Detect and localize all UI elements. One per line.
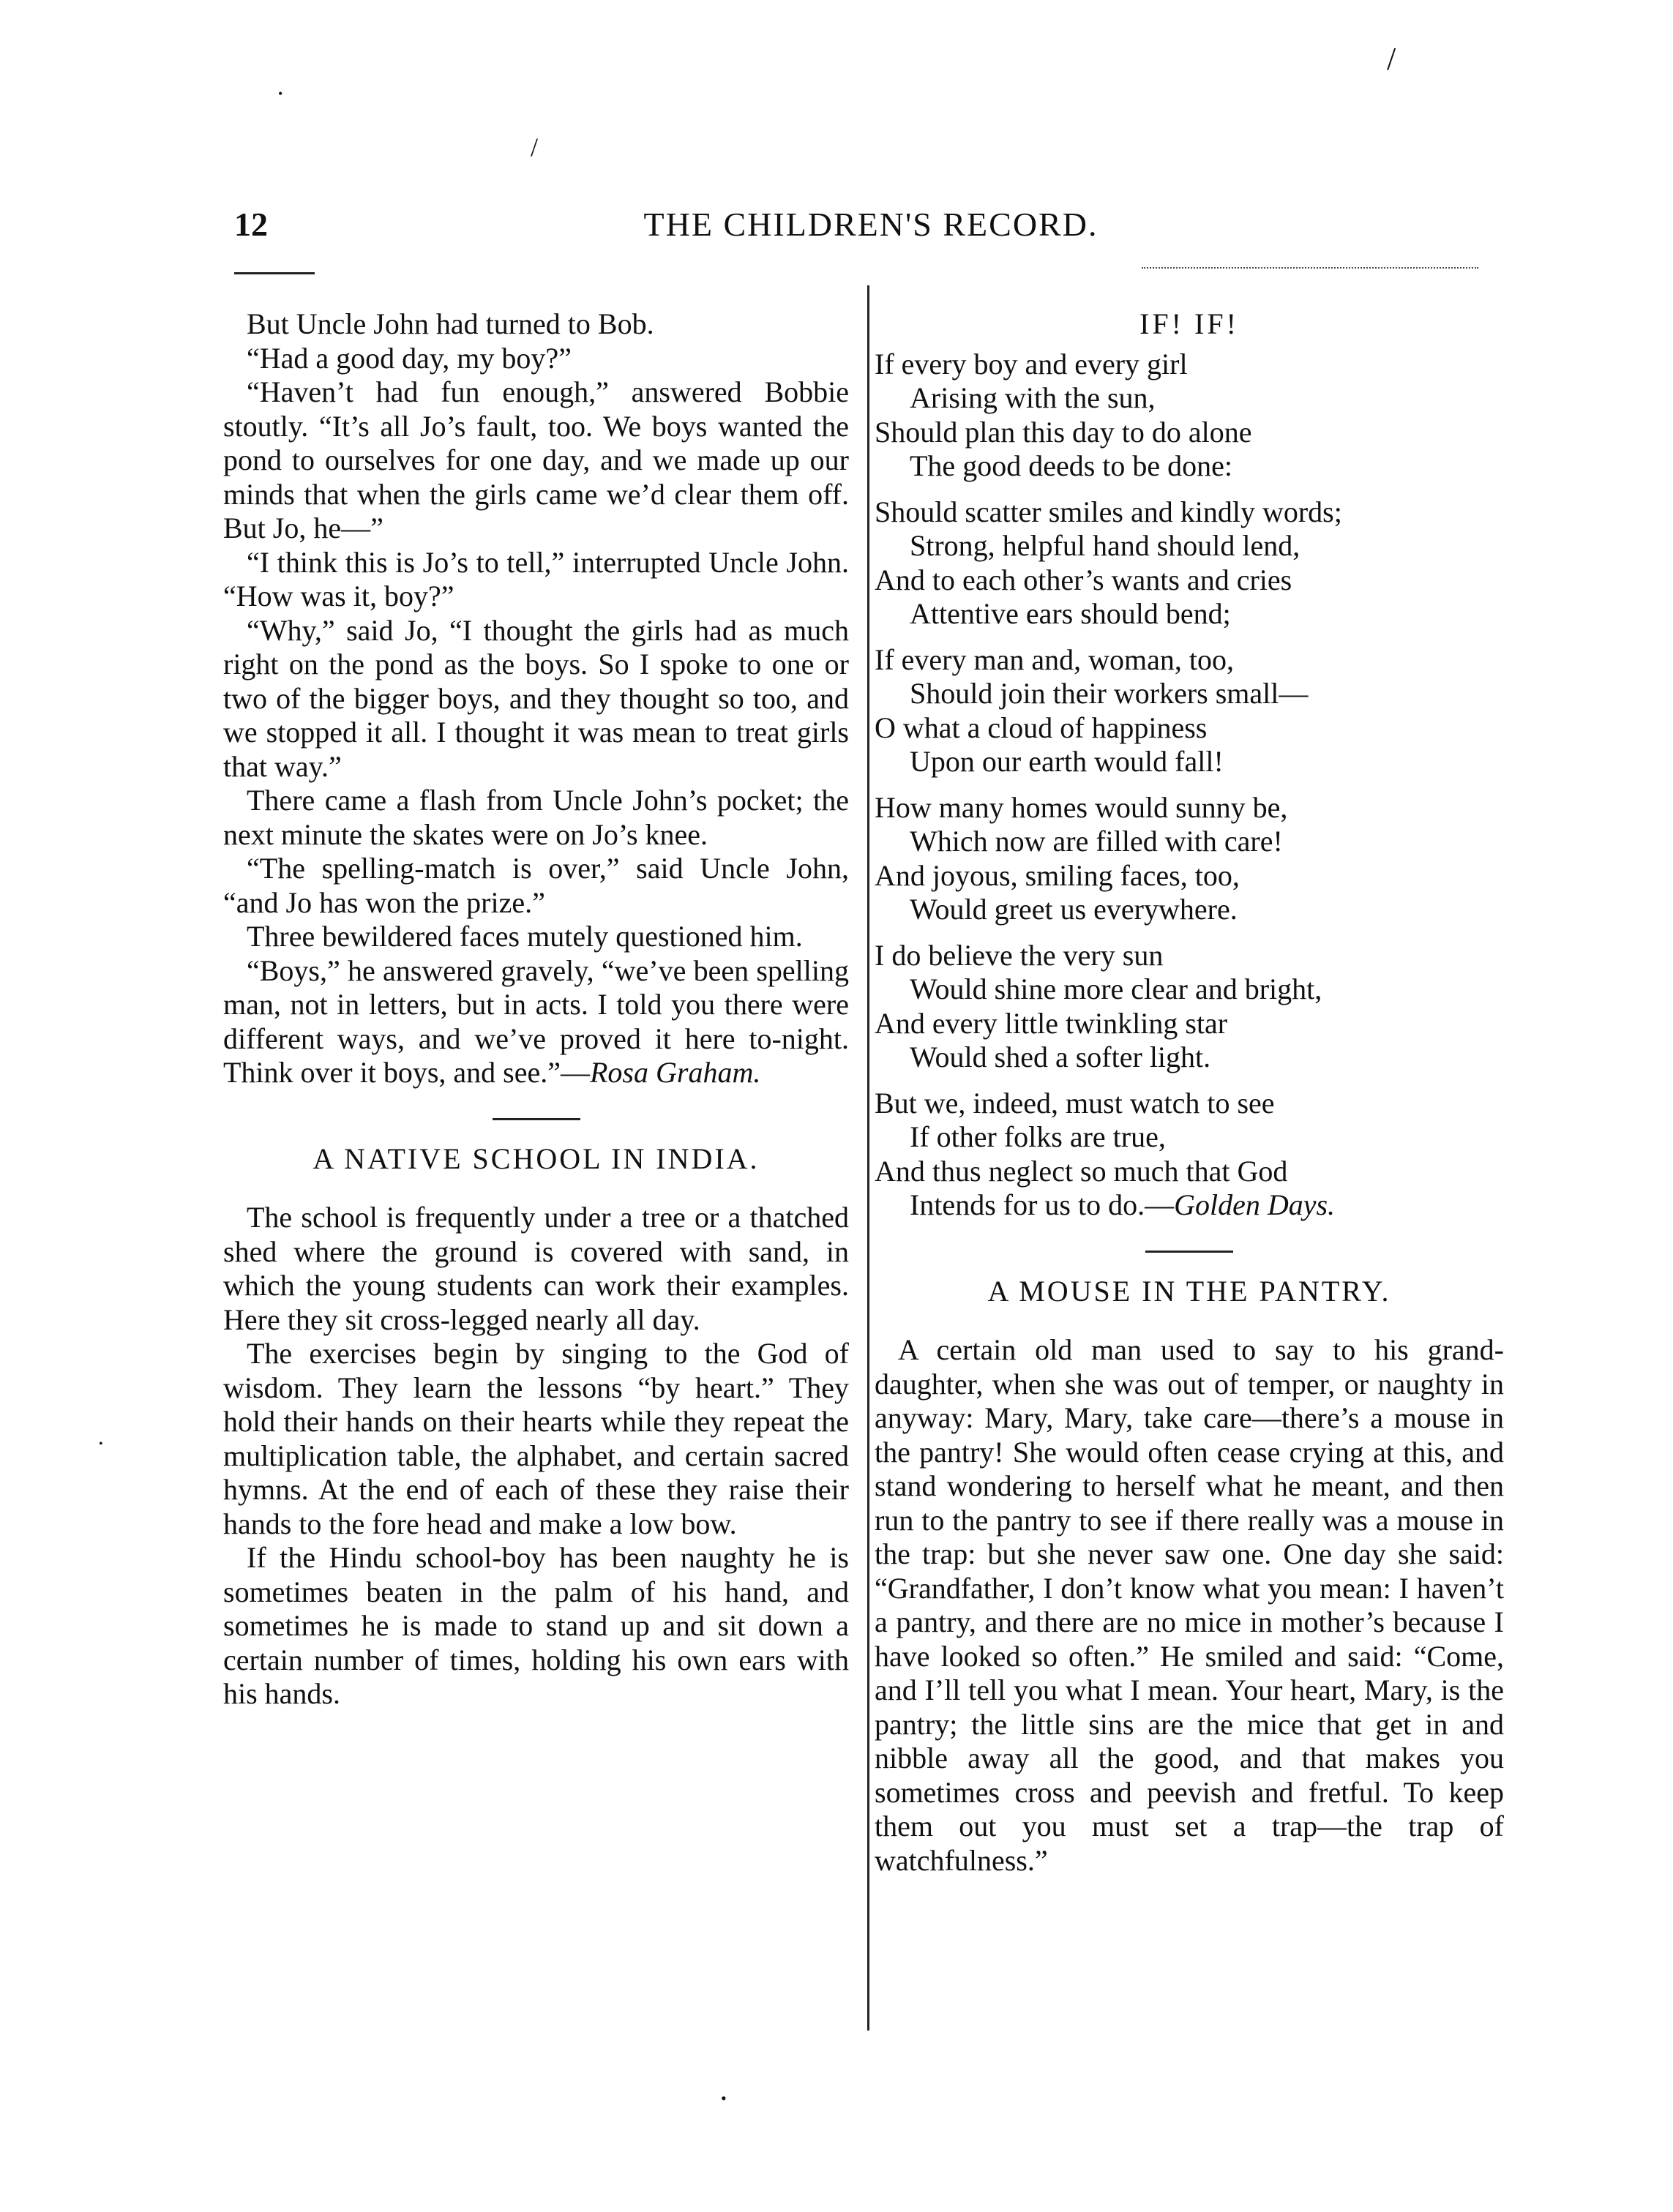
poem-line: Would greet us everywhere. (910, 893, 1238, 926)
section-separator (1145, 1251, 1233, 1253)
poem-line: Would shine more clear and bright, (910, 972, 1322, 1005)
author-signature: Rosa Graham. (590, 1056, 761, 1089)
journal-title: THE CHILDREN'S RECORD. (643, 206, 1099, 243)
poem-line: Should scatter smiles and kindly words; (875, 495, 1342, 528)
poem-line: O what a cloud of happiness (875, 711, 1208, 744)
poem-stanza (875, 939, 1504, 1075)
poem-stanza (875, 1087, 1504, 1223)
scan-mark: / (531, 132, 539, 162)
poem-source: Golden Days. (1174, 1188, 1336, 1221)
poem-line: Should plan this day to do alone (875, 415, 1252, 449)
poem-line: If every man and, woman, too, (875, 642, 1234, 676)
poem-line: Strong, helpful hand should lend, (910, 529, 1300, 562)
poem-line-text: Intends for us to do.— (910, 1188, 1175, 1221)
right-column (875, 307, 1504, 1878)
column-divider (867, 285, 869, 2031)
poem-line (875, 1188, 1504, 1223)
poem-line: And every little twinkling star (875, 1006, 1228, 1040)
poem-line: Attentive ears should bend; (910, 597, 1231, 630)
mouse-story (875, 1333, 1504, 1878)
section-title-india: A NATIVE SCHOOL IN INDIA. (312, 1141, 760, 1175)
paragraph: But Uncle John had turned to Bob. (247, 307, 654, 340)
page-number: 12 (234, 206, 268, 243)
paragraph: “Why,” said Jo, “I thought the girls had as much right on the pond as the boys. So I spoke to one or two of the bigger boys, and they thought so too, and we stopped it all. I thought it was mean to treat girls that way.” (223, 613, 849, 783)
paragraph: “I think this is Jo’s to tell,” interrupted Uncle John. “How was it, boy?” (223, 545, 849, 612)
scan-mark: • (278, 86, 283, 101)
poem-line: Arising with the sun, (910, 381, 1156, 414)
paragraph: “Had a good day, my boy?” (247, 341, 572, 375)
paragraph: “Haven’t had fun enough,” answered Bobbie stoutly. “It’s all Jo’s fault, too. We boys wanted the pond to ourselves for one day, and we made up our minds that when the girls came we’d clear them off. But Jo, he—” (223, 375, 849, 544)
poem-line: But we, indeed, must watch to see (875, 1086, 1275, 1120)
section-separator (493, 1118, 580, 1120)
left-column (223, 307, 849, 1712)
paragraph (223, 954, 849, 1090)
poem-line: And joyous, smiling faces, too, (875, 858, 1240, 892)
section-title-mouse: A MOUSE IN THE PANTRY. (987, 1274, 1391, 1308)
final-paragraph-text: “Boys,” he answered gravely, “we’ve been spelling man, not in letters, but in acts. I told you there were different ways, and we’ve proved it here to-night. Think over it boys, and see.”— (223, 953, 849, 1089)
poem-stanza (875, 791, 1504, 927)
poem-line: And thus neglect so much that God (875, 1154, 1288, 1188)
poem-line: Should join their workers small— (910, 677, 1309, 710)
page-header (234, 205, 1508, 256)
poem-line: If every boy and every girl (875, 347, 1188, 380)
poem-line: Would shed a softer light. (910, 1041, 1211, 1073)
scan-mark: • (99, 1438, 103, 1450)
paragraph: “The spelling-match is over,” said Uncle John, “and Jo has won the prize.” (223, 852, 849, 919)
poem-line: If other folks are true, (910, 1120, 1166, 1153)
poem-line: The good deeds to be done: (910, 449, 1232, 482)
scan-mark: • (721, 2089, 727, 2107)
paragraph: If the Hindu school-boy has been naughty he is sometimes beaten in the palm of his hand, and sometimes he is made to stand up and sit down a certain number of times, holding his own ears with his hands. (223, 1541, 849, 1710)
poem-title: IF! IF! (1139, 307, 1239, 340)
poem-stanza (875, 495, 1504, 631)
poem-stanza (875, 643, 1504, 779)
poem-line: And to each other’s wants and cries (875, 563, 1292, 596)
scan-mark: / (1387, 41, 1396, 77)
poem-line: How many homes would sunny be, (875, 790, 1288, 824)
paragraph: Three bewildered faces mutely questioned him. (247, 920, 803, 953)
poem-line: I do believe the very sun (875, 938, 1164, 972)
poem-line: Upon our earth would fall! (910, 745, 1224, 778)
paragraph: The school is frequently under a tree or a thatched shed where the ground is covered with sand, in which the young students can work their examples. Here they sit cross-legged nearly all day. (223, 1201, 849, 1336)
paragraph: The exercises begin by singing to the God of wisdom. They learn the lessons “by heart.” They hold their hands on their hearts while they repeat the multiplication table, the alphabet, and certain sacred hymns. At the end of each of these they raise their hands to the fore head and make a low bow. (223, 1337, 849, 1540)
paragraph: A certain old man used to say to his grand-daughter, when she was out of temper, or naughty in anyway: Mary, Mary, take care—there’s a mouse in the pantry! She would often cease crying at this, and stand wondering to herself what he meant, and then run to the pantry to see if there really was a mouse in the trap: but she never saw one. One day she said: “Grandfather, I don’t know what you mean: I haven’t a pantry, and there are no mice in mother’s because I have looked so often.” He smiled and said: “Come, and I’ll tell you what I mean. Your heart, Mary, is the pantry; the little sins are the mice that get in and nibble away all the good, and that makes you sometimes cross and peevish and fretful. To keep them out you must set a trap—the trap of watchfulness.” (875, 1333, 1504, 1877)
header-rule (234, 272, 315, 274)
paragraph: There came a flash from Uncle John’s pocket; the next minute the skates were on Jo’s knee. (223, 784, 849, 851)
header-rule (1142, 267, 1478, 269)
poem-line: Which now are filled with care! (910, 825, 1283, 858)
poem-stanza (875, 348, 1504, 484)
